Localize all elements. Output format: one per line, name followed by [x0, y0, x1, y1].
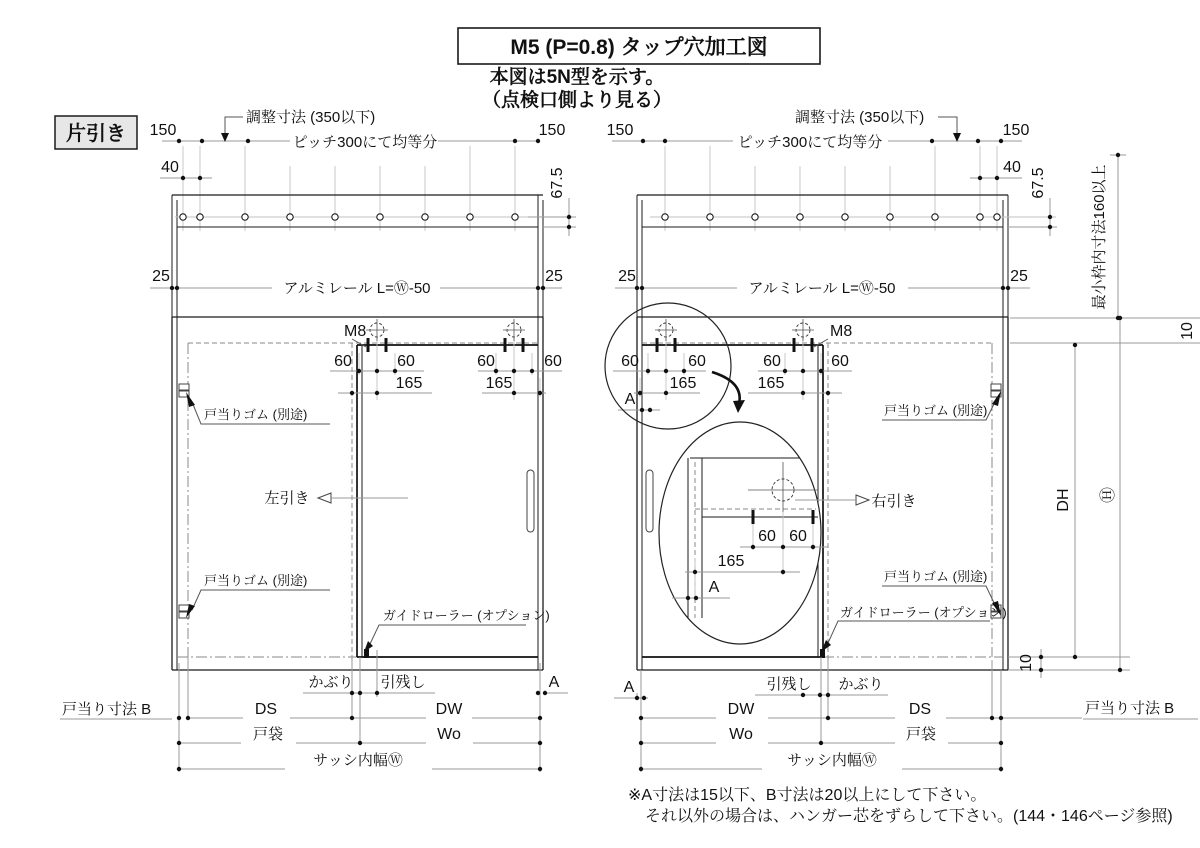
rd-labels [795, 391, 1007, 652]
rd-bottom-dimensions [614, 657, 1198, 772]
rd-dim-25-left: 25 [618, 268, 636, 285]
type-badge [55, 116, 137, 149]
rd-nokoshi-label: 引残し [766, 676, 812, 693]
rd-m8-label: M8 [830, 323, 853, 340]
ld-dim-60-2: 60 [397, 353, 415, 370]
right-diagram [605, 108, 1200, 772]
ld-dim-25-right: 25 [545, 268, 563, 285]
rd-dim-150-right: 150 [1002, 122, 1030, 139]
ld-stopper-rubber-top [179, 384, 189, 390]
ld-stop-b-label: 戸当り寸法 B [62, 701, 152, 718]
rd-stopper-rubber-top [991, 384, 1001, 390]
rd-rail-label: アルミレール L=Ⓦ-50 [748, 280, 896, 297]
rd-detail-dim-a: A [708, 579, 720, 596]
rd-pitch-label: ピッチ300にて均等分 [737, 134, 883, 151]
rd-dim-10-bottom: 10 [1018, 654, 1035, 672]
ld-stopper-label-bottom: 戸当りゴム (別途) [204, 573, 308, 588]
rd-detail-dim-165: 165 [717, 553, 745, 570]
ld-kaburi-label: かぶり [308, 674, 354, 691]
rd-dim-40: 40 [1003, 159, 1021, 176]
rd-right-slide-label: 右引き [871, 493, 917, 510]
rd-dim-wo: Wo [729, 726, 753, 743]
rd-dim-67-5: 67.5 [1030, 167, 1047, 199]
ld-dim-150-left: 150 [149, 122, 177, 139]
ld-dim-a: A [548, 674, 560, 691]
rd-top-dimensions [607, 108, 1057, 297]
rd-dim-150-left: 150 [606, 122, 634, 139]
ld-dim-25-left: 25 [152, 268, 170, 285]
rd-pocket-label: 戸袋 [905, 726, 937, 743]
rd-guide-roller-label: ガイドローラー (オプション) [840, 605, 1007, 620]
ld-labels [186, 392, 550, 652]
rd-kaburi-label: かぶり [838, 676, 884, 693]
ld-rail [172, 195, 560, 317]
ld-adjust-label: 調整寸法 (350以下) [246, 109, 376, 126]
ld-dim-150-right: 150 [538, 122, 566, 139]
rd-dim-dw: DW [727, 701, 755, 718]
rd-sash-label: サッシ内幅Ⓦ [787, 752, 877, 769]
ld-dim-165-1: 165 [395, 375, 423, 392]
rd-dim-60-2: 60 [688, 353, 706, 370]
rd-dim-165-1: 165 [669, 375, 697, 392]
ld-dim-60-4: 60 [544, 353, 562, 370]
ld-dim-165-2: 165 [485, 375, 513, 392]
rd-door-handle [646, 470, 653, 532]
ld-nokoshi-label: 引残し [380, 674, 426, 691]
rd-detail-dim-60-1: 60 [758, 528, 776, 545]
ld-pitch-label: ピッチ300にて均等分 [292, 134, 438, 151]
rd-rail-construction-lines [665, 146, 997, 231]
ld-dim-ds: DS [254, 701, 278, 718]
ld-m8-label: M8 [344, 323, 367, 340]
ld-dim-60-1: 60 [334, 353, 352, 370]
footnote-line2: それ以外の場合は、ハンガー芯をずらして下さい。(144・146ページ参照) [645, 808, 1173, 825]
rd-dim-ds: DS [908, 701, 932, 718]
rd-dim-60-4: 60 [831, 353, 849, 370]
rd-stopper-label-bottom: 戸当りゴム (別途) [884, 569, 988, 584]
ld-dim-60-3: 60 [477, 353, 495, 370]
rd-dim-165-2: 165 [757, 375, 785, 392]
rd-adjust-label: 調整寸法 (350以下) [795, 109, 925, 126]
ld-bottom-dimensions [60, 650, 568, 772]
title-block [458, 28, 820, 111]
ld-dim-67-5: 67.5 [549, 167, 566, 199]
ld-dim-40: 40 [161, 159, 179, 176]
rd-hanger-details [613, 319, 852, 412]
rd-stop-b-label: 戸当り寸法 B [1085, 700, 1175, 717]
subtitle-line2: （点検口側より見る） [481, 90, 673, 111]
rd-dim-10-top: 10 [1179, 322, 1196, 340]
ld-stopper-label-top: 戸当りゴム (別途) [204, 407, 308, 422]
subtitle-line1: 本図は5N型を示す。 [489, 67, 665, 88]
rd-dim-a-top: A [624, 391, 636, 408]
page-title: M5 (P=0.8) タップ穴加工図 [510, 36, 768, 59]
rd-dim-60-3: 60 [763, 353, 781, 370]
rd-side-dimensions [1008, 153, 1200, 678]
rd-dim-h: Ⓗ [1100, 486, 1117, 504]
badge-label: 片引き [66, 123, 126, 145]
rd-stopper-label-top: 戸当りゴム (別途) [884, 403, 988, 418]
rd-detail-dim-60-2: 60 [789, 528, 807, 545]
ld-dim-dw: DW [435, 701, 463, 718]
footnote [628, 786, 1173, 825]
rd-dim-a-bottom: A [623, 679, 635, 696]
ld-rail-construction-lines [183, 146, 515, 231]
rd-min-frame-label: 最小枠内寸法160以上 [1091, 164, 1108, 310]
ld-pocket-label: 戸袋 [252, 726, 284, 743]
left-diagram [60, 108, 576, 772]
ld-door-handle [527, 470, 534, 532]
rd-dim-60-1: 60 [621, 353, 639, 370]
ld-left-slide-label: 左引き [264, 490, 310, 507]
rd-dim-25-right: 25 [1010, 268, 1028, 285]
footnote-line1: ※A寸法は15以下、B寸法は20以上にして下さい。 [628, 787, 987, 804]
ld-stopper-rubber-bottom [179, 605, 189, 611]
rd-dim-dh: DH [1055, 488, 1072, 512]
ld-hanger-details [330, 319, 562, 400]
rd-rail [637, 195, 1056, 317]
ld-rail-label: アルミレール L=Ⓦ-50 [283, 280, 431, 297]
rd-detail-arrow [712, 372, 740, 404]
ld-dim-wo: Wo [437, 726, 461, 743]
ld-top-dimensions [150, 108, 576, 297]
ld-guide-roller-label: ガイドローラー (オプション) [383, 608, 550, 623]
ld-sash-label: サッシ内幅Ⓦ [313, 752, 403, 769]
